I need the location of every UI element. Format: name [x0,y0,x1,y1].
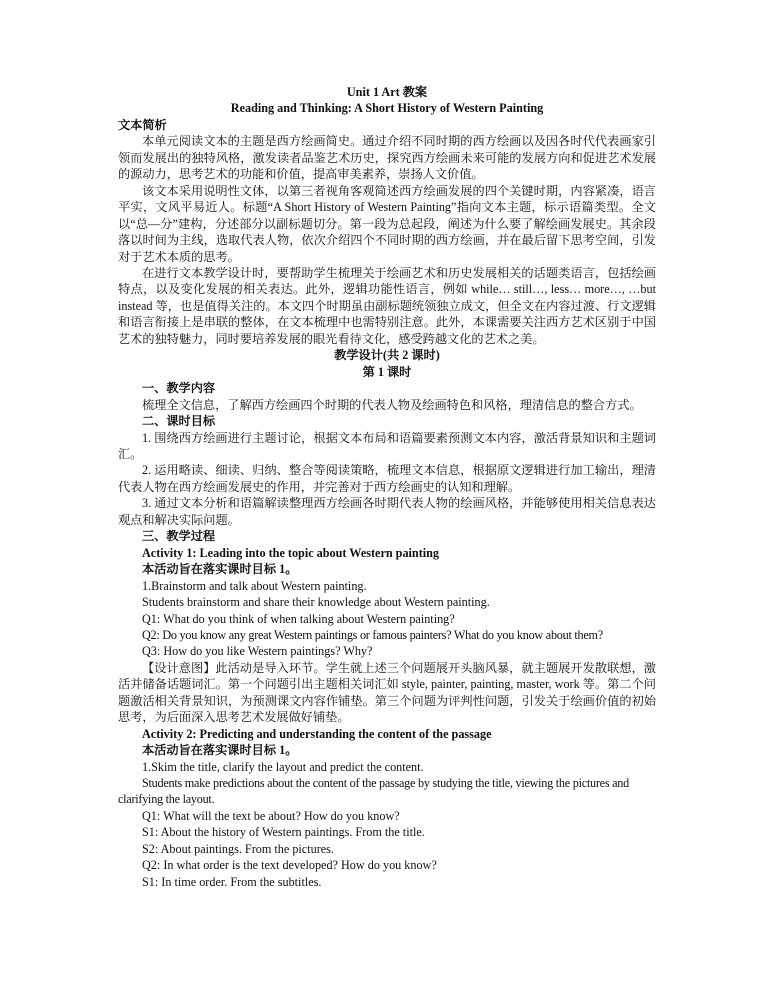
activity2-line: Students make predictions about the content of the passage by studying the title, viewing the pictures and clarifying the layout. [118,776,629,807]
activity1-line: 1.Brainstorm and talk about Western painting. [142,578,367,593]
analysis-paragraph: 在进行文本教学设计时，要帮助学生梳理关于绘画艺术和历史发展相关的话题类语言，包括绘画特点，以及变化发展的相关表达。此外，逻辑功能性语言，例如 while… still…, less… more…, …but instead 等，也是值得关注的。本文四个时期虽由副标题统领独立成文，但全文在内容过渡、行文逻辑和语言衔接上是串联的整体，在文本梳理中也需特别注意。此外，本课需要关注西方艺术区别于中国艺术的独特魅力，同时要培养发展的眼光看待文化，感受跨越文化的艺术之美。 [118,265,656,346]
activity2-line: S1: In time order. From the subtitles. [142,874,322,889]
content-heading: 一、教学内容 [142,381,216,396]
document-subtitle: Reading and Thinking: A Short History of Western Painting [230,101,544,116]
activity2-line: 1.Skim the title, clarify the layout and predict the content. [142,759,424,774]
activity2-line: S2: About paintings. From the pictures. [142,841,334,856]
analysis-heading: 文本简析 [118,117,167,132]
activity1-line: Q1: What do you think of when talking about Western painting? [142,611,455,626]
activity1-line: Students brainstorm and share their knowledge about Western painting. [142,595,490,610]
lesson-heading: 第 1 课时 [362,364,412,379]
activity1-design-intent: 【设计意图】此活动是导入环节。学生就上述三个问题展开头脑风暴，就主题展开发散联想，激活并储备话题词汇。第一个问题引出主题相关词汇如 style, painter, painting, master, work 等。第二个问题激活相关背景知识，为预测课文内容作铺垫。第三个问题为评判性问题，引发关于绘画价值的初始思考，为后面深入思考艺术发展做好铺垫。 [118,660,656,725]
activity1-title: Activity 1: Leading into the topic about Western painting [142,545,440,560]
analysis-paragraph: 该文本采用说明性文体，以第三者视角客观简述西方绘画发展的四个关键时期，内容紧凑，语言平实，文风平易近人。标题“A Short History of Western Painting”指向文本主题，标示语篇类型。全文以“总—分”建构，分述部分以副标题切分。第一段为总起段，阐述为什么要了解绘画发展史。其余段落以时间为主线，选取代表人物，依次介绍四个不同时期的西方绘画，并在最后留下思考空间，引发对于艺术本质的思考。 [118,183,656,264]
activity1-line: Q2: Do you know any great Western paintings or famous painters? What do you know about them? [142,627,603,642]
activity2-title: Activity 2: Predicting and understanding the content of the passage [142,726,492,741]
goal-item: 3. 通过文本分析和语篇解读整理西方绘画各时期代表人物的绘画风格，并能够使用相关信息表达观点和解决实际问题。 [118,496,656,527]
activity1-line: Q3: How do you like Western paintings? Why? [142,644,373,659]
document-page [118,84,656,890]
goal-item: 1. 围绕西方绘画进行主题讨论，根据文本布局和语篇要素预测文本内容，激活背景知识和主题词汇。 [118,430,656,461]
goals-heading: 二、课时目标 [142,414,216,429]
document-title: Unit 1 Art 教案 [346,85,428,99]
goal-item: 2. 运用略读、细读、归纳、整合等阅读策略，梳理文本信息，根据原文逻辑进行加工输出，理清代表人物在西方绘画发展史的作用，并完善对于西方绘画史的认知和理解。 [118,463,656,494]
activity1-aim: 本活动旨在落实课时目标 1。 [142,562,298,577]
process-heading: 三、教学过程 [142,529,216,544]
activity2-line: S1: About the history of Western paintings. From the title. [142,825,425,840]
content-text: 梳理全文信息，了解西方绘画四个时期的代表人物及绘画特色和风格，理清信息的整合方式。 [142,397,642,412]
activity2-line: Q1: What will the text be about? How do you know? [142,808,400,823]
design-heading: 教学设计(共 2 课时) [334,348,440,363]
analysis-paragraph: 本单元阅读文本的主题是西方绘画简史。通过介绍不同时期的西方绘画以及因各时代代表画家引领而发展出的独特风格，激发读者品鉴艺术历史，探究西方绘画未来可能的发展方向和促进艺术发展的源动力，思考艺术的功能和价值，提高审美素养，崇扬人文价值。 [118,134,656,182]
activity2-line: Q2: In what order is the text developed? How do you know? [142,858,437,873]
activity2-aim: 本活动旨在落实课时目标 1。 [142,743,298,758]
